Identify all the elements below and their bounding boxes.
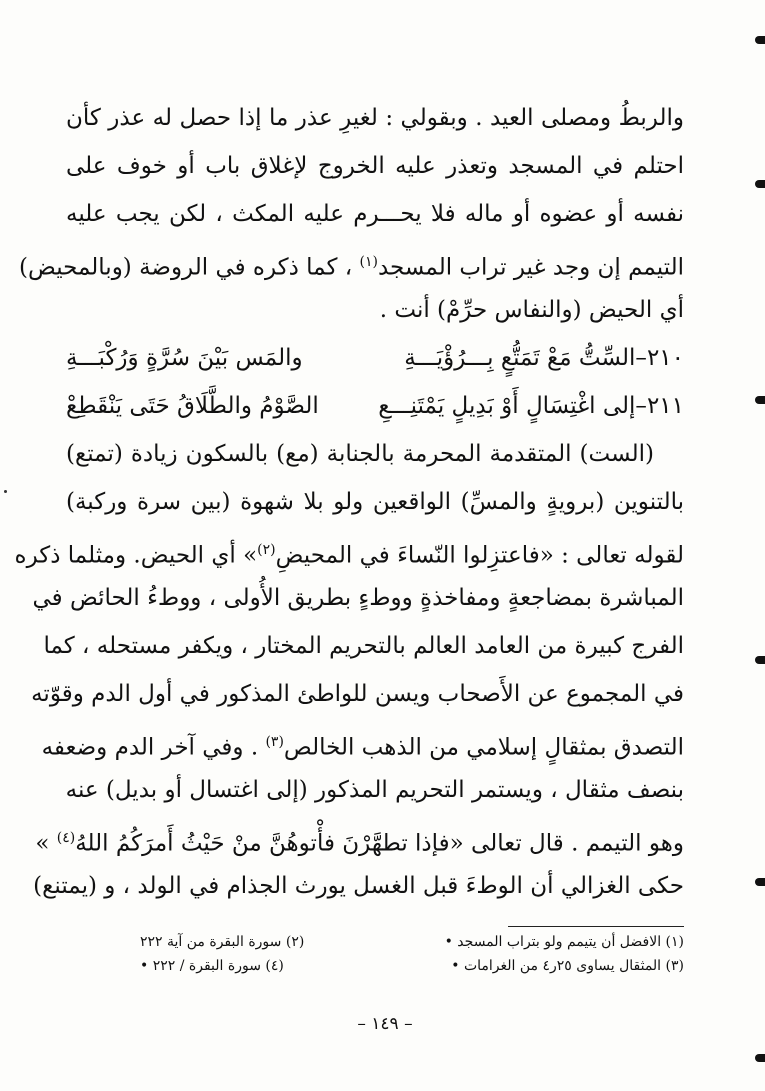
text-line: (الست) المتقدمة المحرمة بالجنابة (مع) بالسكون زيادة (تمتع) xyxy=(66,441,654,467)
text-fragment: ، كما ذكره في الروضة (وبالمحيض) xyxy=(19,254,360,281)
text-line: احتلم في المسجد وتعذر عليه الخروج لإغلاق باب أو خوف على xyxy=(66,153,684,179)
footnote-ref: (٤) xyxy=(56,830,76,846)
page-number: – ١٤٩ – xyxy=(357,1014,413,1034)
text-fragment: . وفي آخر الدم وضعفه xyxy=(41,734,266,761)
verse-211 xyxy=(66,382,684,430)
paragraph-1 xyxy=(19,94,684,334)
footnotes xyxy=(140,930,684,978)
scan-edge-mark xyxy=(755,656,765,664)
verse-210 xyxy=(66,334,684,382)
footnote-ref: (٣) xyxy=(265,734,284,750)
text-line: الفرج كبيرة من العامد العالم بالتحريم المختار ، ويكفر مستحله ، كما xyxy=(43,633,684,659)
text-line: والربطُ ومصلى العيد . وبقولي : لغيرِ عذر ما إذا حصل له عذر كأن xyxy=(66,105,684,131)
footnote-3: (٣) المثقال يساوى ٢٥ر٤ من الغرامات • xyxy=(451,958,684,974)
text-fragment: لقوله تعالى : «فاعتزِلوا النّساءَ في المحيضِ xyxy=(275,542,684,569)
text-line: بنصف مثقال ، ويستمر التحريم المذكور (إلى اغتسال أو بديل) عنه xyxy=(65,777,684,803)
text-fragment: وهو التيمم . قال تعالى «فإذا تطهَّرْنَ فأْتوهُنَّ منْ حَيْثُ أَمرَكُمُ اللهُ xyxy=(75,830,684,857)
scan-edge-mark xyxy=(755,878,765,886)
text-line: في المجموع عن الأَصحاب ويسن للواطئ المذكور في أول الدم وقوّته xyxy=(31,681,684,707)
verse-first-hemistich: ٢١١–إلى اغْتِسَالٍ أَوْ بَدِيلٍ يَمْتَنِـــعِ xyxy=(378,393,684,419)
scan-edge-mark xyxy=(755,36,765,44)
verse-second-hemistich: والمَس بَيْنَ سُرَّةٍ وَرُكْبَـــةِ xyxy=(66,345,303,371)
verse-first-hemistich: ٢١٠–السِّتُّ مَعْ تَمَتُّعٍ بِـــرُؤْيَـــةِ xyxy=(404,345,684,371)
text-fragment: التيمم إن وجد غير تراب المسجد xyxy=(377,254,684,281)
paragraph-2 xyxy=(14,430,684,910)
text-line: أي الحيض (والنفاس حرِّمْ) أنت . xyxy=(379,297,684,323)
verse-second-hemistich: الصَّوْمُ والطَّلَاقُ حَتَى يَنْقَطِعْ xyxy=(66,393,319,419)
footnote-row xyxy=(140,954,684,978)
scan-edge-mark xyxy=(755,1054,765,1062)
text-line xyxy=(41,718,684,766)
text-line: نفسه أو عضوه أو ماله فلا يحـــرم عليه المكث ، لكن يجب عليه xyxy=(66,201,684,227)
footnote-row xyxy=(140,930,684,954)
text-line xyxy=(14,526,684,574)
footnote-divider xyxy=(508,926,684,927)
footnote-ref: (٢) xyxy=(257,542,276,558)
scan-edge-mark xyxy=(755,180,765,188)
text-fragment: التصدق بمثقالٍ إسلامي من الذهب الخالص xyxy=(283,734,684,761)
scan-edge-mark xyxy=(755,396,765,404)
text-fragment: » xyxy=(35,830,57,857)
text-line: بالتنوين (برويةٍ والمسِّ) الواقعين ولو بلا شهوة (بين سرة وركبة) xyxy=(66,489,684,515)
text-fragment: » أي الحيض. ومثلما ذكره xyxy=(14,542,258,569)
footnote-2: (٢) سورة البقرة من آية ٢٢٢ xyxy=(140,934,305,950)
footnote-ref: (١) xyxy=(359,254,378,270)
footnote-1: (١) الافضل أن يتيمم ولو بتراب المسجد • xyxy=(444,934,684,950)
footnote-4: (٤) سورة البقرة / ٢٢٢ • xyxy=(140,958,284,974)
text-line: المباشرة بمضاجعةٍ ومفاخذةٍ ووطءٍ بطريق الأُولى ، ووطءُ الحائض في xyxy=(32,585,684,611)
scan-speck xyxy=(4,490,7,493)
text-line: حكى الغزالي أن الوطءَ قبل الغسل يورث الجذام في الولد ، و (يمتنع) xyxy=(33,873,684,899)
text-line xyxy=(35,814,684,862)
text-line xyxy=(19,238,684,286)
